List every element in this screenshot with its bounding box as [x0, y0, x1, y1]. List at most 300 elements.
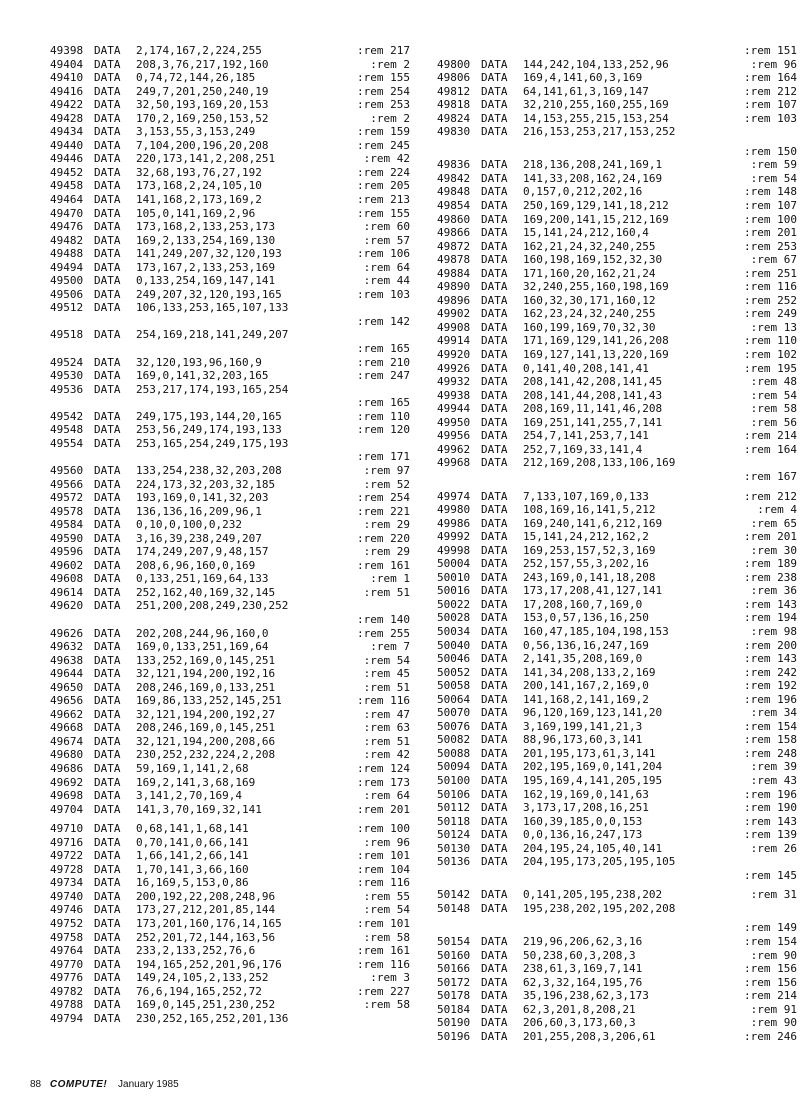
data-line — [437, 598, 797, 612]
data-line — [437, 679, 797, 693]
data-line — [50, 944, 410, 958]
data-values: 243,169,0,141,18,208 — [523, 570, 656, 584]
line-number: 49728 — [50, 862, 84, 876]
data-values: 3,169,199,141,21,3 — [523, 719, 643, 733]
data-values: 141,168,2,173,169,2 — [136, 193, 262, 207]
line-number: 50088 — [437, 746, 471, 760]
rem-checksum: :rem 247 — [357, 369, 410, 383]
data-line — [50, 234, 410, 248]
data-values: 250,169,129,141,18,212 — [523, 199, 669, 213]
data-values: 141,3,70,169,32,141 — [136, 802, 262, 816]
data-values: 0,133,251,169,64,133 — [136, 572, 269, 586]
rem-checksum: :rem 221 — [357, 504, 410, 518]
data-values: 204,195,173,205,195,105 — [523, 855, 676, 869]
data-line — [437, 788, 797, 802]
data-values: 32,120,193,96,160,9 — [136, 355, 262, 369]
data-keyword: DATA — [94, 84, 121, 98]
line-number: 49536 — [50, 382, 84, 396]
data-line — [50, 667, 410, 681]
data-line — [437, 530, 797, 544]
data-keyword: DATA — [481, 692, 508, 706]
line-number: 49746 — [50, 903, 84, 917]
data-values: 17,208,160,7,169,0 — [523, 597, 643, 611]
rem-continuation-line — [50, 342, 410, 356]
data-values: 108,169,16,141,5,212 — [523, 503, 656, 517]
data-line — [50, 44, 410, 58]
data-line — [437, 557, 797, 571]
line-number: 49716 — [50, 835, 84, 849]
data-values: 0,68,141,1,68,141 — [136, 822, 249, 836]
data-keyword: DATA — [94, 287, 121, 301]
data-values: 32,210,255,160,255,169 — [523, 98, 669, 112]
line-number: 49680 — [50, 748, 84, 762]
rem-checksum: :rem 63 — [363, 721, 410, 735]
data-line — [50, 863, 410, 877]
rem-checksum: :rem 107 — [744, 199, 797, 213]
rem-checksum: :rem 212 — [744, 489, 797, 503]
data-line — [437, 706, 797, 720]
line-number: 49734 — [50, 876, 84, 890]
data-values: 208,141,44,208,141,43 — [523, 388, 663, 402]
rem-checksum: :rem 42 — [363, 152, 410, 166]
rem-checksum: :rem 30 — [750, 543, 797, 557]
rem-checksum: :rem 1 — [370, 572, 410, 586]
line-number: 49422 — [50, 98, 84, 112]
data-values: 15,141,24,212,160,4 — [523, 226, 649, 240]
line-number: 49860 — [437, 212, 471, 226]
line-number: 50178 — [437, 989, 471, 1003]
data-values: 0,74,72,144,26,185 — [136, 71, 256, 85]
line-number: 49758 — [50, 930, 84, 944]
data-keyword: DATA — [94, 998, 121, 1012]
data-keyword: DATA — [481, 652, 508, 666]
data-values: 35,196,238,62,3,173 — [523, 989, 649, 1003]
line-number: 49692 — [50, 775, 84, 789]
line-number: 50172 — [437, 975, 471, 989]
data-keyword: DATA — [94, 862, 121, 876]
data-values: 252,157,55,3,202,16 — [523, 557, 649, 571]
rem-checksum: :rem 116 — [357, 694, 410, 708]
data-line — [437, 185, 797, 199]
data-values: 252,162,40,169,32,145 — [136, 585, 276, 599]
data-keyword: DATA — [481, 334, 508, 348]
data-line — [50, 166, 410, 180]
data-keyword: DATA — [94, 436, 121, 450]
data-keyword: DATA — [481, 158, 508, 172]
rem-checksum: :rem 156 — [744, 975, 797, 989]
data-line — [437, 456, 797, 470]
line-number: 49404 — [50, 57, 84, 71]
data-values: 169,200,141,15,212,169 — [523, 212, 669, 226]
data-line — [437, 429, 797, 443]
data-values: 0,141,40,208,141,41 — [523, 361, 649, 375]
listing-column-right — [437, 44, 797, 1043]
data-line — [437, 389, 797, 403]
data-keyword: DATA — [481, 320, 508, 334]
line-number: 49572 — [50, 491, 84, 505]
rem-checksum: :rem 65 — [750, 516, 797, 530]
rem-checksum: :rem 253 — [357, 98, 410, 112]
line-number: 49482 — [50, 233, 84, 247]
data-values: 153,0,57,136,16,250 — [523, 611, 649, 625]
data-line — [50, 681, 410, 695]
data-values: 253,165,254,249,175,193 — [136, 436, 289, 450]
rem-checksum: :rem 64 — [363, 789, 410, 803]
data-keyword: DATA — [94, 125, 121, 139]
rem-checksum: :rem 58 — [750, 402, 797, 416]
data-keyword: DATA — [481, 456, 508, 470]
data-values: 202,195,169,0,141,204 — [523, 760, 663, 774]
line-number: 49602 — [50, 558, 84, 572]
line-number: 49662 — [50, 707, 84, 721]
line-number: 49440 — [50, 138, 84, 152]
data-line — [437, 240, 797, 254]
line-number: 50136 — [437, 855, 471, 869]
line-number: 49836 — [437, 158, 471, 172]
line-number: 49476 — [50, 220, 84, 234]
data-keyword: DATA — [94, 761, 121, 775]
data-line — [50, 789, 410, 803]
rem-checksum: :rem 189 — [744, 557, 797, 571]
line-number: 49866 — [437, 226, 471, 240]
data-values: 202,208,244,96,160,0 — [136, 626, 269, 640]
data-line — [437, 98, 797, 112]
data-line — [437, 828, 797, 842]
rem-checksum: :rem 29 — [363, 518, 410, 532]
data-line — [437, 226, 797, 240]
line-number: 49824 — [437, 111, 471, 125]
rem-checksum: :rem 213 — [357, 193, 410, 207]
data-keyword: DATA — [94, 734, 121, 748]
data-line — [437, 71, 797, 85]
data-values: 141,33,208,162,24,169 — [523, 171, 663, 185]
rem-checksum: :rem 57 — [363, 233, 410, 247]
line-number: 50004 — [437, 557, 471, 571]
data-line — [437, 362, 797, 376]
data-line — [50, 803, 410, 817]
data-keyword: DATA — [94, 477, 121, 491]
data-line — [437, 639, 797, 653]
data-keyword: DATA — [94, 626, 121, 640]
data-keyword: DATA — [94, 44, 121, 57]
data-line — [437, 307, 797, 321]
rem-checksum: :rem 200 — [744, 638, 797, 652]
line-number: 50124 — [437, 828, 471, 842]
rem-checksum: :rem 42 — [363, 748, 410, 762]
data-line — [437, 611, 797, 625]
data-keyword: DATA — [481, 679, 508, 693]
data-keyword: DATA — [481, 212, 508, 226]
rem-checksum: :rem 156 — [744, 962, 797, 976]
rem-checksum: :rem 171 — [357, 450, 410, 464]
data-values: 149,24,105,2,133,252 — [136, 971, 269, 985]
data-line — [437, 747, 797, 761]
data-keyword: DATA — [481, 888, 508, 902]
line-number: 50160 — [437, 948, 471, 962]
rem-checksum: :rem 154 — [744, 719, 797, 733]
data-values: 173,168,2,133,253,173 — [136, 220, 276, 234]
data-values: 173,201,160,176,14,165 — [136, 917, 282, 930]
data-values: 106,133,253,165,107,133 — [136, 301, 289, 315]
data-line — [437, 172, 797, 186]
line-number: 49656 — [50, 694, 84, 708]
rem-checksum: :rem 45 — [363, 667, 410, 681]
rem-checksum: :rem 227 — [357, 984, 410, 998]
data-keyword: DATA — [481, 516, 508, 530]
line-number: 50106 — [437, 787, 471, 801]
data-line — [50, 748, 410, 762]
data-keyword: DATA — [481, 665, 508, 679]
data-line — [437, 158, 797, 172]
data-keyword: DATA — [94, 220, 121, 234]
rem-checksum: :rem 110 — [357, 409, 410, 423]
listing-column-left — [50, 44, 410, 1025]
rem-checksum: :rem 98 — [750, 624, 797, 638]
data-line — [50, 931, 410, 945]
data-values: 0,141,205,195,238,202 — [523, 888, 663, 902]
data-keyword: DATA — [94, 903, 121, 917]
data-line — [50, 822, 410, 836]
data-keyword: DATA — [481, 239, 508, 253]
data-values: 195,238,202,195,202,208 — [523, 901, 676, 915]
data-keyword: DATA — [94, 545, 121, 559]
data-keyword: DATA — [481, 557, 508, 571]
data-keyword: DATA — [481, 746, 508, 760]
data-keyword: DATA — [94, 165, 121, 179]
line-number: 49632 — [50, 640, 84, 654]
issue-date: January 1985 — [118, 1079, 179, 1090]
rem-checksum: :rem 2 — [370, 111, 410, 125]
rem-checksum: :rem 242 — [744, 665, 797, 679]
data-line — [50, 505, 410, 519]
data-keyword: DATA — [481, 1029, 508, 1043]
line-number: 49452 — [50, 165, 84, 179]
line-number: 49542 — [50, 409, 84, 423]
data-values: 141,34,208,133,2,169 — [523, 665, 656, 679]
data-keyword: DATA — [481, 71, 508, 85]
data-keyword: DATA — [94, 789, 121, 803]
data-values: 173,17,208,41,127,141 — [523, 584, 663, 598]
line-number: 50064 — [437, 692, 471, 706]
line-number: 49470 — [50, 206, 84, 220]
line-number: 50100 — [437, 773, 471, 787]
rem-checksum: :rem 252 — [744, 293, 797, 307]
data-line — [437, 443, 797, 457]
data-keyword: DATA — [481, 530, 508, 544]
rem-checksum: :rem 214 — [744, 429, 797, 443]
rem-checksum: :rem 29 — [363, 545, 410, 559]
data-values: 170,2,169,250,153,52 — [136, 111, 269, 125]
rem-checksum: :rem 196 — [744, 692, 797, 706]
rem-checksum: :rem 44 — [363, 274, 410, 288]
line-number: 49890 — [437, 280, 471, 294]
rem-checksum: :rem 26 — [750, 841, 797, 855]
data-keyword: DATA — [94, 369, 121, 383]
data-keyword: DATA — [481, 293, 508, 307]
line-number: 49614 — [50, 585, 84, 599]
data-values: 249,7,201,250,240,19 — [136, 84, 269, 98]
rem-checksum: :rem 97 — [363, 463, 410, 477]
data-values: 238,61,3,169,7,141 — [523, 962, 643, 976]
page-number: 88 — [30, 1079, 42, 1090]
data-keyword: DATA — [94, 876, 121, 890]
data-line — [437, 801, 797, 815]
data-line — [50, 383, 410, 397]
line-number: 49488 — [50, 247, 84, 261]
data-keyword: DATA — [481, 624, 508, 638]
data-line — [50, 599, 410, 613]
data-line — [437, 855, 797, 869]
data-keyword: DATA — [94, 694, 121, 708]
rem-checksum: :rem 143 — [744, 597, 797, 611]
data-line — [437, 280, 797, 294]
rem-checksum: :rem 165 — [357, 396, 410, 410]
data-line — [50, 762, 410, 776]
data-keyword: DATA — [94, 822, 121, 836]
data-keyword: DATA — [481, 98, 508, 112]
line-number: 49626 — [50, 626, 84, 640]
rem-checksum: :rem 51 — [363, 734, 410, 748]
rem-checksum: :rem 36 — [750, 584, 797, 598]
data-keyword: DATA — [481, 584, 508, 598]
data-values: 88,96,173,60,3,141 — [523, 733, 643, 747]
data-line — [50, 247, 410, 261]
data-line — [50, 836, 410, 850]
data-line — [50, 112, 410, 126]
data-line — [50, 708, 410, 722]
rem-checksum: :rem 54 — [750, 171, 797, 185]
data-keyword: DATA — [94, 849, 121, 863]
line-number: 49854 — [437, 199, 471, 213]
line-number: 50046 — [437, 652, 471, 666]
rem-checksum: :rem 192 — [744, 679, 797, 693]
data-values: 194,165,252,201,96,176 — [136, 957, 282, 971]
data-keyword: DATA — [481, 253, 508, 267]
data-line — [50, 356, 410, 370]
data-keyword: DATA — [94, 260, 121, 274]
data-line — [50, 491, 410, 505]
data-line — [50, 917, 410, 931]
data-values: 174,249,207,9,48,157 — [136, 545, 269, 559]
data-keyword: DATA — [481, 901, 508, 915]
data-values: 254,7,141,253,7,141 — [523, 429, 649, 443]
rem-checksum: :rem 96 — [363, 835, 410, 849]
data-keyword: DATA — [94, 301, 121, 315]
data-keyword: DATA — [94, 707, 121, 721]
data-line — [50, 98, 410, 112]
data-line — [437, 402, 797, 416]
data-keyword: DATA — [94, 152, 121, 166]
data-values: 169,253,157,52,3,169 — [523, 543, 656, 557]
rem-checksum: :rem 143 — [744, 652, 797, 666]
rem-checksum: :rem 201 — [744, 530, 797, 544]
data-line — [50, 694, 410, 708]
line-number: 49668 — [50, 721, 84, 735]
data-line — [437, 733, 797, 747]
rem-checksum: :rem 195 — [744, 361, 797, 375]
rem-checksum: :rem 58 — [363, 930, 410, 944]
line-number: 49608 — [50, 572, 84, 586]
line-number: 49512 — [50, 301, 84, 315]
line-number: 50166 — [437, 962, 471, 976]
rem-checksum: :rem 4 — [757, 503, 797, 517]
data-keyword: DATA — [481, 489, 508, 503]
data-values: 169,127,141,13,220,169 — [523, 348, 669, 362]
data-values: 195,169,4,141,205,195 — [523, 773, 663, 787]
data-keyword: DATA — [94, 491, 121, 505]
line-number: 50040 — [437, 638, 471, 652]
line-number: 49500 — [50, 274, 84, 288]
data-keyword: DATA — [94, 917, 121, 930]
data-keyword: DATA — [481, 962, 508, 976]
data-keyword: DATA — [481, 226, 508, 240]
data-line — [50, 971, 410, 985]
rem-checksum: :rem 142 — [357, 314, 410, 328]
data-line — [50, 207, 410, 221]
data-keyword: DATA — [94, 233, 121, 247]
data-keyword: DATA — [481, 719, 508, 733]
data-values: 251,200,208,249,230,252 — [136, 599, 289, 613]
data-line — [50, 423, 410, 437]
line-number: 50082 — [437, 733, 471, 747]
data-values: 16,169,5,153,0,86 — [136, 876, 249, 890]
line-number: 49554 — [50, 436, 84, 450]
data-keyword: DATA — [481, 57, 508, 71]
data-values: 160,199,169,70,32,30 — [523, 320, 656, 334]
line-number: 49872 — [437, 239, 471, 253]
line-number: 49416 — [50, 84, 84, 98]
data-keyword: DATA — [481, 429, 508, 443]
data-values: 169,2,133,254,169,130 — [136, 233, 276, 247]
line-number: 49956 — [437, 429, 471, 443]
data-values: 141,168,2,141,169,2 — [523, 692, 649, 706]
rem-checksum: :rem 154 — [744, 935, 797, 948]
data-line — [437, 652, 797, 666]
data-values: 216,153,253,217,153,252 — [523, 125, 676, 139]
data-line — [50, 640, 410, 654]
data-values: 3,141,2,70,169,4 — [136, 789, 242, 803]
rem-continuation-line — [50, 315, 410, 329]
data-keyword: DATA — [481, 841, 508, 855]
line-number: 50070 — [437, 706, 471, 720]
data-values: 32,240,255,160,198,169 — [523, 280, 669, 294]
data-line — [50, 532, 410, 546]
data-values: 173,27,212,201,85,144 — [136, 903, 276, 917]
line-number: 50130 — [437, 841, 471, 855]
rem-continuation-line — [437, 869, 797, 883]
data-line — [50, 464, 410, 478]
data-keyword: DATA — [94, 572, 121, 586]
rem-checksum: :rem 102 — [744, 348, 797, 362]
data-keyword: DATA — [94, 680, 121, 694]
line-number: 49590 — [50, 531, 84, 545]
line-number: 50118 — [437, 814, 471, 828]
line-number: 49830 — [437, 125, 471, 139]
rem-checksum: :rem 212 — [744, 84, 797, 98]
data-line — [437, 815, 797, 829]
data-line — [437, 85, 797, 99]
line-number: 50142 — [437, 888, 471, 902]
data-keyword: DATA — [94, 463, 121, 477]
data-values: 171,169,129,141,26,208 — [523, 334, 669, 348]
data-values: 253,217,174,193,165,254 — [136, 382, 289, 396]
data-values: 162,19,169,0,141,63 — [523, 787, 649, 801]
data-line — [50, 85, 410, 99]
rem-checksum: :rem 205 — [357, 179, 410, 193]
data-keyword: DATA — [481, 84, 508, 98]
line-number: 49578 — [50, 504, 84, 518]
data-keyword: DATA — [481, 597, 508, 611]
